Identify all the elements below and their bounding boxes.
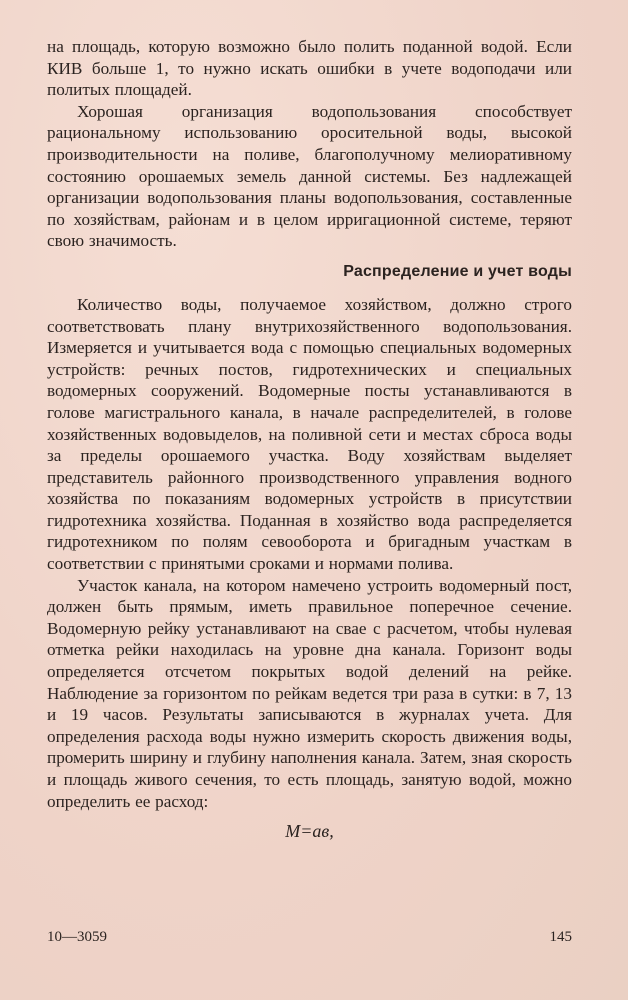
page-number: 145 <box>549 929 572 945</box>
discharge-formula: M=aв, <box>285 821 334 842</box>
paragraph-gauging-station: Участок канала, на котором намечено устроить водомерный пост, должен быть прямым, иметь правильное поперечное сечение. Водомерную рейку устанавливают на свае с расчетом, чтобы нулевая отметка рейки находилась на уровне дна канала. Горизонт воды определяется отсчетом покрытых водой делений на рейке. Наблюдение за горизонтом по рейкам ведется три раза в сутки: в 7, 13 и 19 часов. Результаты записываются в журналах учета. Для определения расхода воды нужно измерить скорость движения воды, промерить ширину и глубину наполнения канала. Затем, зная скорость и площадь живого сечения, то есть площадь, занятую водой, можно определить ее расход: <box>47 575 572 811</box>
paragraph-water-distribution: Количество воды, получаемое хозяйством, должно строго соответствовать плану внутрихозяйственного водопользования. Измеряется и учитывается вода с помощью специальных водомерных устройств: речных постов, гидротехнических и специальных водомерных сооружений. Водомерные посты устанавливаются в голове магистрального канала, в начале распределителей, в голове хозяйственных водовыделов, на поливной сети и местах сброса воды за пределы орошаемого участка. Воду хозяйствам выделяет представитель районного производственного управления водного хозяйства по показаниям водомерных устройств в присутствии гидротехника хозяйства. Поданная в хозяйство вода распределяется гидротехником по полям севооборота и бригадным участкам в соответствии с принятыми сроками и нормами полива. <box>47 294 572 574</box>
section-heading: Распределение и учет воды <box>343 262 572 280</box>
printer-signature: 10—3059 <box>47 929 107 945</box>
paragraph-water-use-organization: Хорошая организация водопользования способствует рациональному использованию оросительной воды, высокой производительности на поливе, благополучному мелиоративному состоянию орошаемых земель данной системы. Без надлежащей организации водопользования планы водопользования, составленные по хозяйствам, районам и в целом ирригационной системе, теряют свою значимость. <box>47 101 572 251</box>
paragraph-continued: на площадь, которую возможно было полить поданной водой. Если КИВ больше 1, то нужно искать ошибки в учете водоподачи или политых площадей. <box>47 37 572 100</box>
